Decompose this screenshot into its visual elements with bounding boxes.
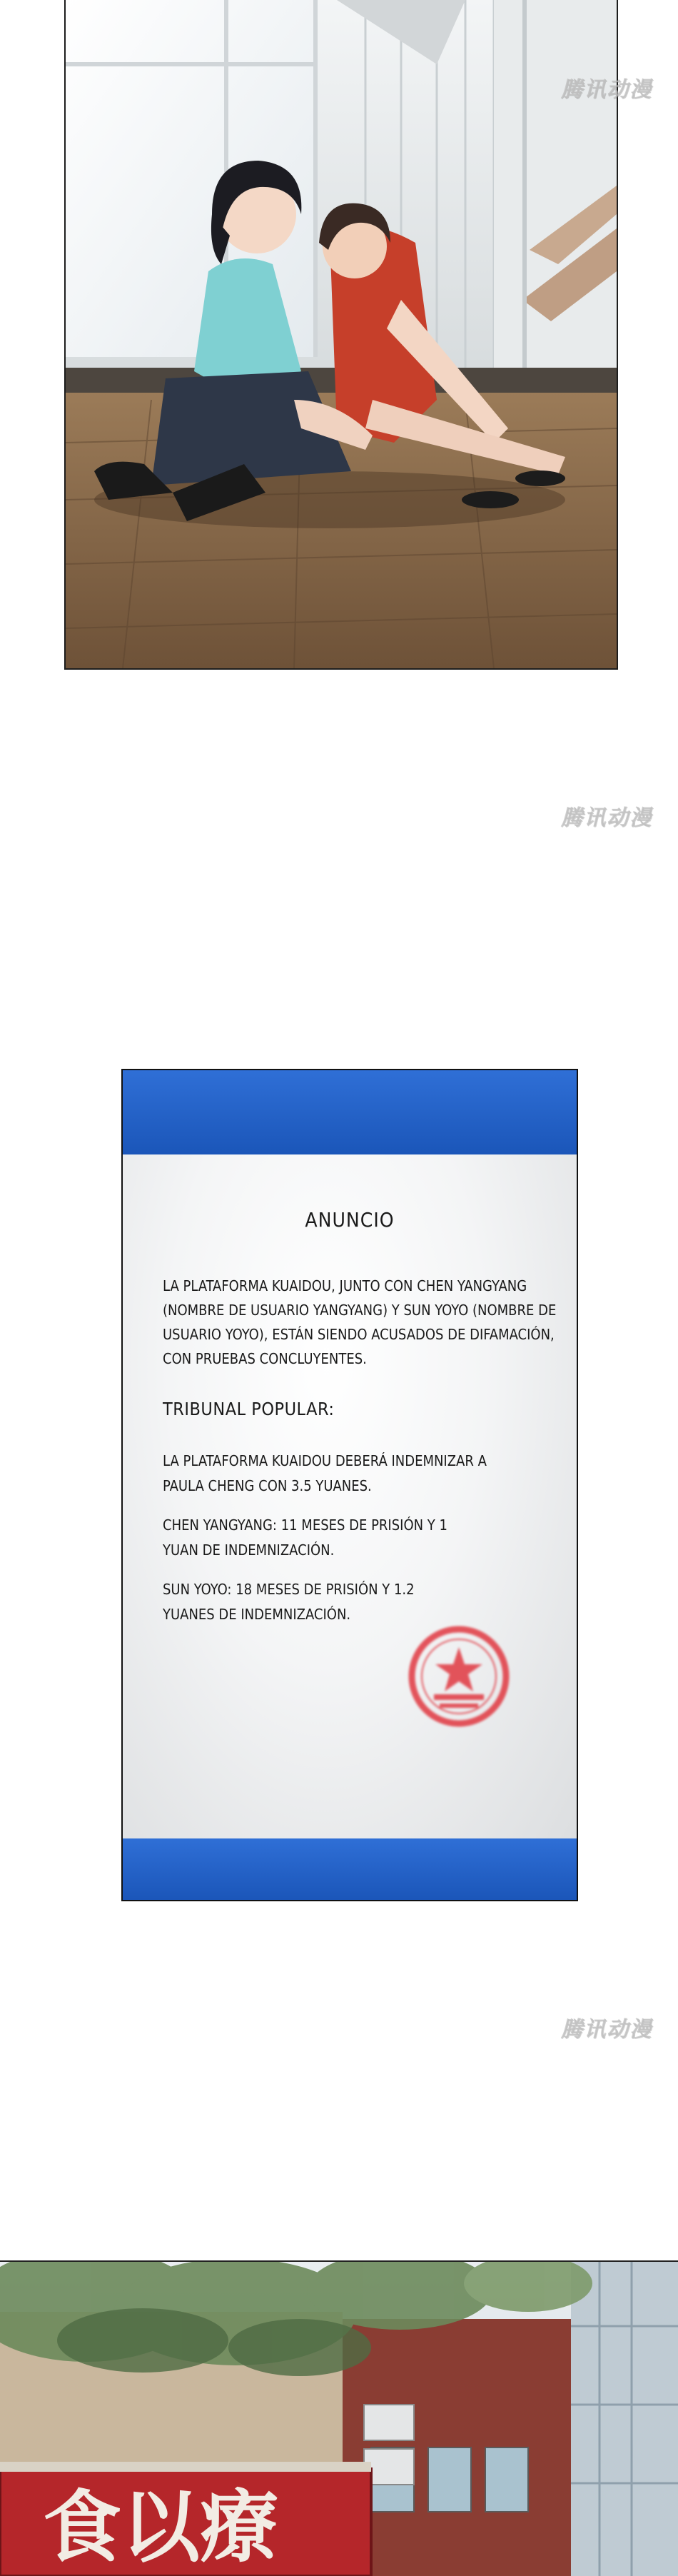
ruling-chen-line-2: YUAN DE INDEMNIZACIÓN.	[163, 1541, 335, 1559]
announcement-intro-line-3: USUARIO YOYO), ESTÁN SIENDO ACUSADOS DE DIFAMACIÓN,	[163, 1326, 555, 1343]
ruling-chen-line-1: CHEN YANGYANG: 11 MESES DE PRISIÓN Y 1	[163, 1516, 447, 1534]
room-scene-panel	[64, 0, 618, 670]
watermark-logo-2: 腾讯动漫	[561, 805, 652, 830]
announcement-intro-line-2: (NOMBRE DE USUARIO YANGYANG) Y SUN YOYO (NOMBRE DE	[163, 1302, 557, 1319]
announcement-intro-line-4: CON PRUEBAS CONCLUYENTES.	[163, 1350, 367, 1367]
street-scene-illustration	[0, 2262, 678, 2576]
ruling-sun-line-1: SUN YOYO: 18 MESES DE PRISIÓN Y 1.2	[163, 1581, 415, 1598]
ruling-platform-line-2: PAULA CHENG CON 3.5 YUANES.	[163, 1477, 372, 1494]
street-scene-panel	[0, 2260, 678, 2576]
document-top-band	[123, 1070, 577, 1154]
announcement-title: ANUNCIO	[305, 1208, 395, 1232]
watermark-logo-3: 腾讯动漫	[561, 2017, 652, 2042]
storefront-sign-text: 食以療	[43, 2481, 278, 2573]
court-heading: TRIBUNAL POPULAR:	[163, 1399, 335, 1419]
ruling-sun-line-2: YUANES DE INDEMNIZACIÓN.	[163, 1606, 351, 1623]
announcement-intro-line-1: LA PLATAFORMA KUAIDOU, JUNTO CON CHEN YANGYANG	[163, 1277, 527, 1294]
court-seal-stamp	[405, 1623, 512, 1730]
watermark-logo-1: 腾讯动漫	[561, 77, 652, 102]
document-bottom-band	[123, 1838, 577, 1900]
ruling-platform-line-1: LA PLATAFORMA KUAIDOU DEBERÁ INDEMNIZAR A	[163, 1452, 487, 1469]
room-scene-illustration	[66, 0, 617, 668]
announcement-document-panel	[121, 1069, 578, 1901]
